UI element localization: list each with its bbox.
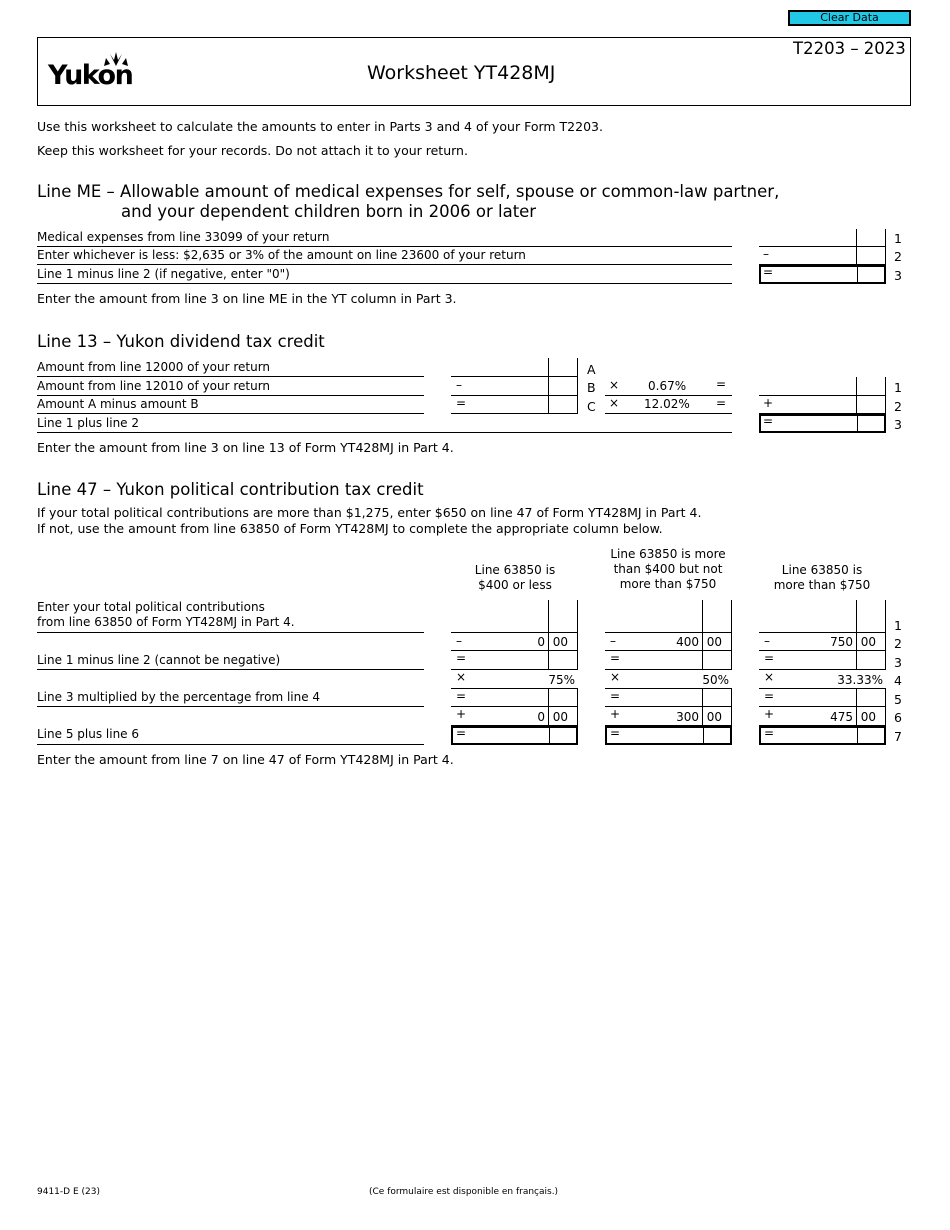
row-letter: C [587,399,596,414]
column-header-1: Line 63850 is $400 or less [474,563,556,592]
line-number: 3 [894,655,902,670]
col3-line-5-field[interactable] [759,689,886,707]
line-number: 1 [894,380,902,395]
equals-sign: = [456,396,467,410]
equals-sign: = [456,651,467,665]
equals-sign: = [716,377,727,391]
column-header-2: Line 63850 is more than $400 but not more than $750 [610,547,726,591]
multiply-sign: × [609,378,620,392]
line-number: 4 [894,673,902,688]
plus-sign: + [610,707,621,721]
equals-sign: = [610,651,621,665]
divider [37,264,732,265]
plus-sign: + [763,396,774,410]
multiply-sign: × [609,396,620,410]
divider [605,395,732,396]
minus-sign: – [763,247,769,261]
minus-sign: – [456,378,462,392]
form-id: T2203 – 2023 [793,39,906,58]
divider [37,283,732,284]
rate-value: 12.02% [644,397,690,411]
divider [37,376,424,377]
line-47-note: Enter the amount from line 7 on line 47 of Form YT428MJ in Part 4. [37,752,454,767]
line-number: 6 [894,710,902,725]
minus-sign: – [456,634,462,648]
multiply-sign: × [610,670,621,684]
col3-line-3-field[interactable] [759,651,886,670]
divider [37,395,424,396]
col1-line-6-dollars: 0 [537,710,545,724]
divider [605,413,732,414]
column-header-3: Line 63850 is more than $750 [773,563,871,592]
logo-text: Yukon [48,60,133,91]
line-me-row-1-label: Medical expenses from line 33099 of your return [37,230,330,244]
line-me-2-field[interactable] [759,247,886,265]
line-47-row-1-label-cont: from line 63850 of Form YT428MJ in Part 4. [37,615,295,629]
col2-line-5-field[interactable] [605,689,732,707]
rate-value: 0.67% [648,379,687,393]
line-number: 7 [894,729,902,744]
divider [37,669,424,670]
amount-c-field[interactable] [451,396,578,414]
plus-sign: + [764,707,775,721]
amount-a-field[interactable] [451,358,578,377]
minus-sign: – [764,634,770,648]
col1-line-1-field[interactable] [451,600,578,633]
line-13-row-a-label: Amount from line 12000 of your return [37,360,271,374]
col1-line-5-field[interactable] [451,689,578,707]
col3-line-6-dollars: 475 [830,710,853,724]
line-47-title: Line 47 – Yukon political contribution tax credit [37,480,424,499]
french-availability-note: (Ce formulaire est disponible en français.) [369,1187,559,1197]
equals-sign: = [764,689,775,703]
col3-line-1-field[interactable] [759,600,886,633]
line-me-1-field[interactable] [759,229,886,247]
divider [37,432,732,433]
line-13-3-field[interactable] [759,414,886,433]
line-number: 2 [894,399,902,414]
form-code: 9411-D E (23) [37,1187,100,1197]
equals-sign: = [764,726,775,740]
line-13-row-c-label: Amount A minus amount B [37,397,199,411]
col3-line-2-cents: 00 [860,635,876,649]
line-47-row-1-label: Enter your total political contributions [37,600,265,614]
plus-sign: + [456,707,467,721]
col2-line-2-cents: 00 [706,635,722,649]
equals-sign: = [763,265,774,279]
minus-sign: – [610,634,616,648]
line-13-row-total-label: Line 1 plus line 2 [37,416,139,430]
col3-line-6-cents: 00 [860,710,876,724]
line-me-row-2-label: Enter whichever is less: $2,635 or 3% of the amount on line 23600 of your return [37,248,526,262]
intro-line-1: Use this worksheet to calculate the amounts to enter in Parts 3 and 4 of your Form T2203. [37,119,603,134]
line-47-intro-2: If not, use the amount from line 63850 of Form YT428MJ to complete the appropriate column below. [37,521,663,536]
divider [37,246,732,247]
divider [37,632,424,633]
col2-line-6-cents: 00 [706,710,722,724]
line-me-note: Enter the amount from line 3 on line ME in the YT column in Part 3. [37,291,457,306]
col2-line-1-field[interactable] [605,600,732,633]
col2-line-7-field[interactable] [605,726,732,745]
line-me-3-field[interactable] [759,265,886,284]
divider [37,706,424,707]
col1-line-2-cents: 00 [552,635,568,649]
row-letter: A [587,362,596,377]
line-number: 2 [894,636,902,651]
line-number: 1 [894,231,902,246]
divider [37,744,424,745]
line-number: 3 [894,268,902,283]
page-title: Worksheet YT428MJ [367,62,556,84]
line-13-title: Line 13 – Yukon dividend tax credit [37,332,325,351]
line-me-title-cont: and your dependent children born in 2006 or later [121,202,537,221]
col2-line-3-field[interactable] [605,651,732,670]
line-47-row-3-label: Line 1 minus line 2 (cannot be negative) [37,653,281,667]
equals-sign: = [764,651,775,665]
line-number: 5 [894,692,902,707]
col2-percentage: 50% [702,673,729,687]
line-47-row-7-label: Line 5 plus line 6 [37,727,139,741]
line-me-title: Line ME – Allowable amount of medical expenses for self, spouse or common-law partner, [37,182,780,201]
col1-line-3-field[interactable] [451,651,578,670]
line-13-note: Enter the amount from line 3 on line 13 of Form YT428MJ in Part 4. [37,440,454,455]
col1-line-7-field[interactable] [451,726,578,745]
line-number: 3 [894,417,902,432]
multiply-sign: × [456,670,467,684]
equals-sign: = [610,689,621,703]
line-13-row-b-label: Amount from line 12010 of your return [37,379,271,393]
line-me-row-3-label: Line 1 minus line 2 (if negative, enter "0") [37,267,290,281]
line-47-row-5-label: Line 3 multiplied by the percentage from line 4 [37,690,321,704]
intro-line-2: Keep this worksheet for your records. Do not attach it to your return. [37,143,468,158]
col1-percentage: 75% [548,673,575,687]
col2-line-2-dollars: 400 [676,635,699,649]
line-13-1-field[interactable] [759,377,886,396]
equals-sign: = [716,396,727,410]
equals-sign: = [456,689,467,703]
line-number: 1 [894,618,902,633]
line-number: 2 [894,249,902,264]
equals-sign: = [610,726,621,740]
equals-sign: = [763,414,774,428]
line-47-intro-1: If your total political contributions are more than $1,275, enter $650 on line 47 of Form YT428MJ in Part 4. [37,505,702,520]
col2-line-6-dollars: 300 [676,710,699,724]
yukon-logo [48,52,138,92]
col3-percentage: 33.33% [837,673,883,687]
line-13-2-field[interactable] [759,396,886,414]
clear-data-button[interactable]: Clear Data [788,10,911,26]
divider [37,413,424,414]
row-letter: B [587,380,596,395]
multiply-sign: × [764,670,775,684]
amount-b-field[interactable] [451,377,578,396]
col3-line-7-field[interactable] [759,726,886,745]
col1-line-2-dollars: 0 [537,635,545,649]
col1-line-6-cents: 00 [552,710,568,724]
col3-line-2-dollars: 750 [830,635,853,649]
equals-sign: = [456,726,467,740]
